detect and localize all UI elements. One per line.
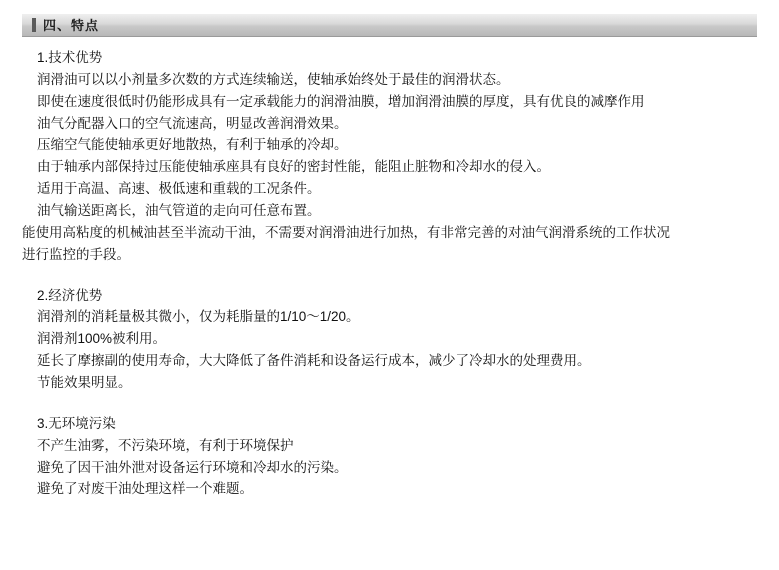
body-line: 进行监控的手段。 xyxy=(22,246,130,262)
body-line: 延长了摩擦副的使用寿命，大大降低了备件消耗和设备运行成本，减少了冷却水的处理费用。 xyxy=(37,353,591,369)
body-line: 油气分配器入口的空气流速高，明显改善润滑效果。 xyxy=(37,115,348,131)
section-heading: 1.技术优势 xyxy=(37,50,103,65)
body-line: 节能效果明显。 xyxy=(37,375,132,391)
body-line: 润滑剂100%被利用。 xyxy=(37,331,167,347)
paragraph-spacer xyxy=(22,394,757,413)
body-line: 能使用高粘度的机械油甚至半流动干油，不需要对润滑油进行加热，有非常完善的对油气润滑系统的工作状况 xyxy=(22,224,670,240)
body-line: 由于轴承内部保持过压能使轴承座具有良好的密封性能，能阻止脏物和冷却水的侵入。 xyxy=(37,159,550,175)
body-line: 避免了因干油外泄对设备运行环境和冷却水的污染。 xyxy=(37,459,348,475)
body-line: 润滑剂的消耗量极其微小，仅为耗脂量的1/10～1/20。 xyxy=(37,309,360,325)
header-accent-bar xyxy=(32,18,36,32)
section-heading: 3.无环境污染 xyxy=(37,415,116,431)
body-line: 适用于高温、高速、极低速和重载的工况条件。 xyxy=(37,181,321,197)
body-line: 压缩空气能使轴承更好地散热，有利于轴承的冷却。 xyxy=(37,137,348,153)
section-heading: 2.经济优势 xyxy=(37,287,103,303)
section-header-title: 四、特点 xyxy=(43,17,100,33)
body-line: 避免了对废干油处理这样一个难题。 xyxy=(37,481,253,497)
body-line: 不产生油雾，不污染环境，有利于环境保护 xyxy=(37,437,294,453)
body-line: 润滑油可以以小剂量多次数的方式连续输送，使轴承始终处于最佳的润滑状态。 xyxy=(37,71,510,87)
body-line: 即使在速度很低时仍能形成具有一定承载能力的润滑油膜，增加润滑油膜的厚度，具有优良的减摩作用 xyxy=(37,93,645,109)
body-line: 油气输送距离长，油气管道的走向可任意布置。 xyxy=(37,203,321,219)
document-body xyxy=(22,37,757,500)
document-page xyxy=(0,14,779,570)
paragraph-spacer xyxy=(22,266,757,285)
section-header xyxy=(22,14,757,37)
